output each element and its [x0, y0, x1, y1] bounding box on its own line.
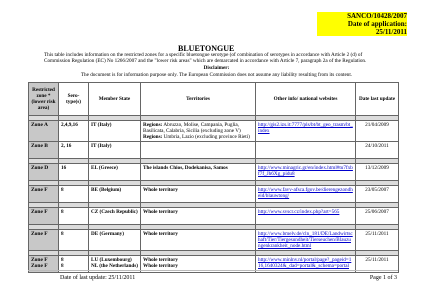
header-territories: Territories: [141, 83, 256, 116]
territory-text: Abruzzo, Molise, Campania, Puglia, Basilicata, Calabria, Sicilia (excluding zone V): [143, 122, 241, 134]
territory-label: The islands Chios, Dodekanisa, Samos: [143, 165, 228, 171]
header-date: Date last update: [356, 83, 399, 116]
territories-cell: [141, 186, 256, 203]
document-reference: [317, 12, 407, 36]
territory-label: Whole territory: [143, 187, 179, 193]
member-state-cell: CZ (Czech Republic): [89, 208, 141, 225]
table-row: [29, 121, 399, 142]
date-cell: 25/11/2011: [356, 256, 399, 273]
territories-cell: [141, 121, 256, 142]
restricted-zones-table: [28, 82, 399, 273]
intro-block: [44, 52, 389, 78]
date-cell: 25/06/2007: [356, 208, 399, 225]
national-website-link[interactable]: http://www.minlnv.nl/portal/page?_pageid=116,1640324&_dad=portal&_schema=portal: [256, 256, 356, 273]
table-row: [29, 230, 399, 251]
national-website-link[interactable]: http://www.bmelv.de/cln_181/DE/Landwirtschaft/Tier/Tiergesundheit/Tierseuchen/Blauzungenkrankheit_node.html: [256, 230, 356, 251]
zone-cell: Zone A: [29, 121, 59, 142]
footer-divider: [28, 270, 398, 271]
disclaimer-title: Disclaimer:: [203, 65, 230, 72]
territory-label-2: Regions:: [143, 134, 163, 140]
national-website-link[interactable]: http://www.favv-afsca.fgov.be/dierengezondheid/blauwtong/: [256, 186, 356, 203]
national-website-link[interactable]: http://www.minagric.gr/en/index.html#tu7fxbf7f_Jh6Xg_pidu8: [256, 164, 356, 181]
page-number: Page 1 of 3: [369, 275, 397, 281]
member-state-cell: DE (Germany): [89, 230, 141, 251]
territory-label: Whole territory: [143, 231, 179, 237]
zone-cell: Zone F Zone F: [29, 256, 59, 273]
date-cell: 23/05/2007: [356, 186, 399, 203]
territory-label: Whole territory: [143, 209, 179, 215]
date-of-application: Date of application: 25/11/2011: [347, 20, 407, 36]
reference-number: SANCO/10428/2007: [347, 12, 407, 20]
header-other-info: Other info/ national websites: [256, 83, 356, 116]
member-state-cell: LU (Luxembourg) NL (the Netherlands): [89, 256, 141, 273]
serotype-cell: 8: [59, 208, 89, 225]
zone-cell: Zone B: [29, 142, 59, 159]
header-zone: Restricted zone *(lower risk area): [29, 83, 59, 116]
zone-cell: Zone F: [29, 208, 59, 225]
table-row: [29, 186, 399, 203]
disclaimer-text: The document is for information purpose only. The European Commission does not assume any liability resulting from its content.: [80, 71, 353, 78]
member-state-cell: IT (Italy): [89, 121, 141, 142]
zone-cell: Zone D: [29, 164, 59, 181]
table-row: [29, 164, 399, 181]
territory-label: Whole territory Whole territory: [143, 257, 179, 269]
serotype-cell: 8 8: [59, 256, 89, 273]
date-cell: 21/04/2009: [356, 121, 399, 142]
serotype-cell: 2, 16: [59, 142, 89, 159]
zone-cell: Zone F: [29, 230, 59, 251]
footer-last-update: Date of last update: 25/11/2011: [60, 275, 136, 281]
territories-cell: [141, 164, 256, 181]
territories-cell: [141, 208, 256, 225]
intro-text: This table includes information on the restricted zones for a specific bluetongue serotype (of combination of serotypes in accordance with Article 2 (d) of Commission Regulation (EC) No 1266/2007 and the "lower risk areas" which are demarcated in accordance with Article 7, paragraph 2a of the Regulation.: [44, 52, 367, 65]
territories-cell: [141, 230, 256, 251]
header-serotype: Sero-type(s): [59, 83, 89, 116]
zone-cell: Zone F: [29, 186, 59, 203]
header-member-state: Member State: [89, 83, 141, 116]
member-state-cell: IT (Italy): [89, 142, 141, 159]
serotype-cell: 16: [59, 164, 89, 181]
territory-label: Regions:: [143, 122, 163, 128]
national-website-link[interactable]: http://gis2.izs.it:7777/pls/bt/bt_geo_trasm/bt_index: [256, 121, 356, 142]
page-title: BLUETONGUE: [178, 44, 235, 53]
member-state-cell: EL (Greece): [89, 164, 141, 181]
table-row: [29, 208, 399, 225]
member-state-cell: BE (Belgium): [89, 186, 141, 203]
date-cell: 13/12/2009: [356, 164, 399, 181]
territory-text-2: Umbria, Lazio (excluding province Rieti): [162, 134, 250, 140]
date-cell: 25/11/2011: [356, 230, 399, 251]
serotype-cell: 8: [59, 230, 89, 251]
national-website-link[interactable]: [256, 142, 356, 159]
national-website-link[interactable]: http://www.svscr.cz/index.php?art=565: [256, 208, 356, 225]
table-row: [29, 142, 399, 159]
table-header-row: [29, 83, 399, 116]
territories-cell: [141, 142, 256, 159]
serotype-cell: 8: [59, 186, 89, 203]
serotype-cell: 2,4,9,16: [59, 121, 89, 142]
date-cell: 24/10/2011: [356, 142, 399, 159]
